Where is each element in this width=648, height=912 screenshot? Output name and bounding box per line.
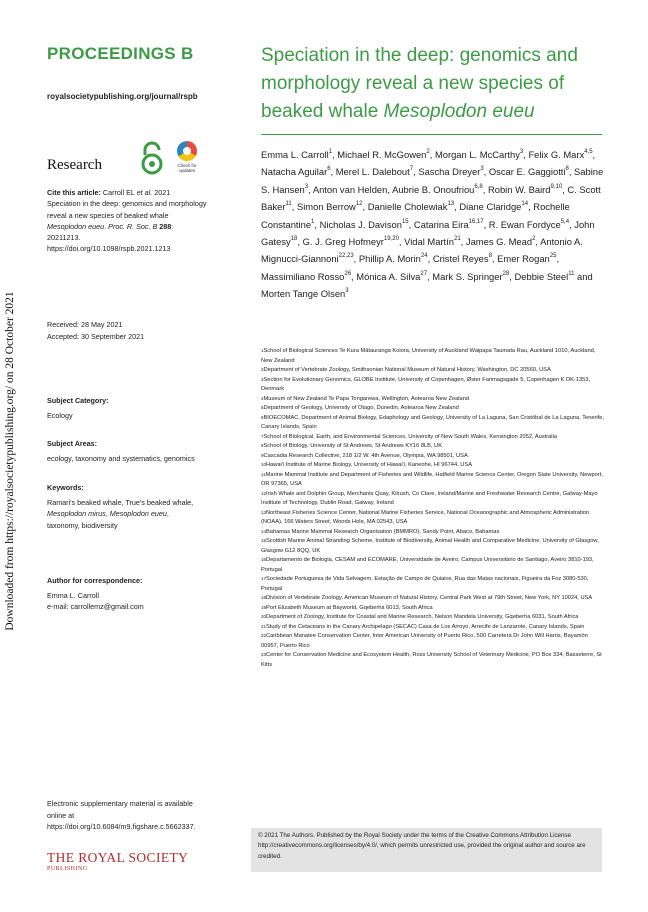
keywords: Keywords: Ramari's beaked whale, True's beaked whale, Mesoplodon mirus, Mesoplodon eueu, taxonomy, biodiversity — [47, 482, 217, 531]
author-name[interactable]: Mark S. Springer — [432, 270, 503, 282]
affiliation-number: 3 — [261, 376, 264, 382]
author-name[interactable]: Catarina Eira — [413, 218, 469, 230]
affiliation-item — [261, 376, 606, 395]
author-name[interactable]: Antonio A. Mignucci-Giannoni — [261, 236, 583, 265]
affiliation-number: 11 — [261, 471, 266, 477]
affiliation-item — [261, 604, 606, 614]
author-name[interactable]: Simon Berrow — [296, 201, 356, 213]
affiliation-item — [261, 442, 606, 452]
affiliation-item — [261, 556, 606, 575]
author-name[interactable]: Danielle Cholewiak — [367, 201, 448, 213]
affiliation-item — [261, 404, 606, 414]
author-name[interactable]: Rochelle Constantine — [261, 201, 570, 230]
affiliation-number: 19 — [261, 604, 267, 610]
affiliation-item — [261, 613, 606, 623]
cite-volume: 288 — [159, 221, 172, 231]
affiliation-text: Irish Whale and Dolphin Group, Merchants Quay, Kilrush, Co Clare, Ireland/Marine and Freshwater Research Centre, Galway-Mayo Institute of Technology, Dublin Road, Galway, Ireland — [261, 490, 598, 506]
author-affiliation-marker: 5,4 — [560, 218, 570, 225]
author-affiliation-marker: 2 — [426, 149, 430, 155]
affiliation-item — [261, 537, 606, 556]
subject-category — [47, 395, 217, 421]
cite-authors: Carroll EL — [102, 188, 135, 197]
keyword-species-1: Mesoplodon mirus — [47, 509, 106, 518]
affiliation-text: School of Biological Sciences Te Kura Mātauranga Koiora, University of Auckland Waipapa Taumata Rau, Auckland 1010, Auckland, New Zealand — [261, 348, 596, 364]
affiliation-text: Department of Vertebrate Zoology, Smithsonian National Museum of Natural History, Washington, DC 20560, USA — [263, 367, 551, 373]
author-affiliation-marker: 21 — [453, 236, 461, 243]
author-name[interactable]: Emma L. Carroll — [261, 149, 329, 160]
author-name[interactable]: Cristel Reyes — [432, 253, 489, 265]
affiliation-number: 4 — [261, 395, 264, 401]
author-name[interactable]: Anton van Helden, — [312, 183, 390, 195]
correspondence-name: Emma L. Carroll — [47, 590, 99, 600]
affiliation-text: Marine Mammal Institute and Department of Fisheries and Wildlife, Hatfield Marine Science Center, Oregon State University, Newport, OR 97365, USA — [261, 471, 603, 487]
affiliation-number: 10 — [261, 462, 267, 467]
open-access-lock-icon — [139, 141, 165, 175]
author-name[interactable]: R. Ewan Fordyce — [488, 218, 561, 230]
affiliation-number: 1 — [261, 348, 264, 353]
affiliation-item — [261, 395, 606, 405]
subject-areas — [47, 438, 217, 464]
subject-areas-value: ecology, taxonomy and systematics, genomics — [47, 453, 195, 463]
cite-species: Mesoplodon eueu — [47, 221, 105, 231]
cite-etal: et al. — [136, 188, 153, 197]
correspondence-heading: Author for correspondence: — [47, 576, 143, 585]
affiliation-number: 13 — [261, 509, 267, 515]
author-affiliation-marker: 3 — [519, 149, 524, 155]
author-affiliation-marker: 11 — [285, 201, 292, 208]
cite-article-no: 20211213. — [47, 233, 81, 243]
affiliation-text: Section for Evolutionary Genomics, GLOBE Institute, University of Copenhagen, Øster Farimagsgade 5, Copenhagen K DK-1353, Denmark — [261, 376, 591, 392]
author-affiliation-marker: 12 — [355, 201, 363, 208]
author-name[interactable]: Nicholas J. Davison — [319, 218, 402, 230]
author-name[interactable]: Oscar E. Gaggiotti — [488, 166, 566, 178]
title-divider — [261, 134, 602, 135]
affiliation-number: 5 — [261, 405, 264, 410]
author-name[interactable]: Vidal Martín — [404, 236, 454, 248]
author-affiliation-marker: 6 — [327, 166, 331, 173]
affiliation-number: 20 — [261, 614, 267, 619]
royal-society-logo-sub: PUBLISHING — [47, 866, 88, 872]
author-affiliation-marker: 3 — [304, 183, 309, 190]
author-affiliation-marker: 13 — [447, 201, 455, 208]
author-affiliation-marker: 27 — [420, 270, 428, 277]
affiliation-item — [261, 414, 606, 433]
affiliation-item — [261, 366, 606, 376]
author-affiliation-marker: 8 — [488, 253, 492, 260]
check-updates-label: Check for updates — [177, 163, 197, 173]
author-name[interactable]: James G. Mead — [465, 236, 533, 248]
author-name[interactable]: Sabine S. Hansen — [261, 166, 604, 195]
affiliation-number: 21 — [261, 623, 267, 629]
article-type: Research — [47, 157, 102, 173]
download-stamp: Downloaded from https://royalsocietypublishing.org/ on 28 October 2021 — [4, 291, 16, 631]
author-name[interactable]: Felix G. Marx — [528, 149, 585, 160]
author-affiliation-marker: 26 — [344, 270, 352, 277]
affiliation-text: Hawai'i Institute of Marine Biology, University of Hawai'i, Kaneohe, HI 96744, USA — [266, 462, 472, 468]
author-name[interactable]: Morgan L. McCarthy — [434, 149, 520, 160]
affiliation-text: Caribbean Manatee Conservation Center, Inter American University of Puerto Rico, 500 Carretera Dr John Will Harris, Bayamón 00957, Puerto Rico — [261, 633, 588, 649]
affiliation-item — [261, 490, 606, 509]
author-affiliation-marker: 8 — [565, 166, 569, 173]
royal-society-logo[interactable]: THE ROYAL SOCIETY — [47, 850, 189, 865]
affiliation-item — [261, 632, 606, 651]
author-name[interactable]: Aubrie B. Onoufriou — [392, 183, 475, 195]
affiliation-number: 7 — [261, 433, 264, 439]
author-name[interactable]: G. J. Greg Hofmeyr — [302, 236, 384, 248]
author-name[interactable]: Michael R. McGowen — [337, 149, 427, 160]
affiliation-number: 9 — [261, 452, 264, 458]
keyword-separator: , — [105, 509, 110, 518]
affiliation-text: Scottish Marine Animal Stranding Scheme, Institute of Biodiversity, Animal Health and Comparative Medicine, University of Glasgow, Glasgow G12 8QQ, UK — [261, 538, 599, 554]
affiliation-number: 17 — [261, 576, 267, 581]
cite-label: Cite this article: — [47, 188, 101, 197]
author-affiliation-marker: 19,20 — [383, 236, 399, 243]
affiliation-text: Port Elizabeth Museum at Bayworld, Gqeberha 6013, South Africa — [266, 604, 433, 611]
author-name[interactable]: John Gatesy — [261, 218, 595, 248]
keywords-heading: Keywords: — [47, 483, 84, 492]
cite-title: Speciation in the deep: genomics and morphology reveal a new species of beaked whale — [47, 199, 207, 220]
affiliation-text: Study of the Cetaceans in the Canary Archipelago (SECAC) Casa de Los Arroyo, Arrecife de Lanzarote, Canary Islands, Spain — [266, 623, 585, 630]
journal-url[interactable]: royalsocietypublishing.org/journal/rspb — [47, 92, 198, 101]
author-affiliation-marker: 16,17 — [468, 218, 484, 225]
affiliation-number: 22 — [261, 633, 267, 638]
author-name[interactable]: C. Scott Baker — [261, 183, 601, 213]
author-affiliation-marker: 24 — [420, 253, 428, 260]
author-name[interactable]: and Morten Tange Olsen — [261, 270, 593, 300]
author-affiliation-marker: 15 — [401, 218, 409, 225]
title-species: Mesoplodon eueu — [383, 101, 535, 122]
affiliation-text: Departamento de Biologia, CESAM and ECOMARE, Universidade de Aveiro, Campus Universitário de Santiago, Aveiro 3810-193, Portugal — [261, 557, 594, 573]
affiliation-number: 16 — [261, 557, 267, 562]
affiliation-text: School of Biology, University of St Andrews, St Andrews KY16 8LB, UK — [263, 443, 443, 449]
author-list: Emma L. Carroll$^1$, Michael R. McGowen$^2$, Morgan L. McCarthy$^3$, Felix G. Marx$^{4,5}$, Natacha Aguilar$^6$, Merel L. Dalebout$^7$, Sascha Dreyer$^3$, Oscar E. Gaggiotti$^8$, Sabine S. Hansen$^3$, Anton van Helden, Aubrie B. Onoufriou$^{6,8}$, Robin W. Baird$^{9,10}$, C. Scott Baker$^{11}$, Simon Berrow$^{12}$, Danielle Cholewiak$^{13}$, Diane Claridge$^{14}$, Rochelle Constantine$^1$, Nicholas J. Davison$^{15}$, Catarina Eira$^{16,17}$, R. Ewan Fordyce$^{5,4}$, John Gatesy$^{18}$, G. J. Greg Hofmeyr$^{19,20}$, Vidal Martín$^{21}$, James G. Mead$^2$, Antonio A. Mignucci-Giannoni$^{22,23}$, Phillip A. Morin$^{24}$, Cristel Reyes$^8$, Emer Rogan$^{25}$, Massimiliano Rosso$^{26}$, Mónica A. Silva$^{27}$, Mark S. Springer$^{28}$, Debbie Steel$^{11}$ and Morten Tange Olsen$^3$ — [261, 149, 604, 300]
affiliation-text: Division of Vertebrate Zoology, American Museum of Natural History, Central Park West at 79th Street, New York, NY 10024, USA — [266, 595, 593, 601]
subject-category-heading: Subject Category: — [47, 396, 109, 405]
author-affiliation-marker: 14 — [521, 201, 529, 208]
affiliation-item — [261, 452, 606, 462]
affiliation-item — [261, 528, 606, 538]
received-date: Received: 28 May 2021 — [47, 320, 123, 329]
affiliation-text: Center for Conservation Medicine and Ecosystem Health, Ross University School of Veterinary Medicine, PO Box 334, Basseterre, St Kitts — [261, 652, 602, 668]
author-name[interactable]: Natacha Aguilar — [261, 166, 328, 178]
author-affiliation-marker: 3 — [480, 166, 484, 173]
author-affiliation-marker: 1 — [328, 149, 333, 155]
author-name[interactable]: Mónica A. Silva — [356, 270, 421, 282]
keywords-line3: taxonomy, biodiversity — [47, 520, 118, 530]
keyword-species-2: Mesoplodon eueu — [109, 509, 167, 518]
correspondence-email[interactable]: e-mail: carrollemz@gmail.com — [47, 602, 144, 611]
correspondence — [47, 575, 217, 613]
affiliation-text: Northeast Fisheries Science Center, National Marine Fisheries Service, National Oceanographic and Atmospheric Administration (NOAA), 166 Waters Street, Woods Hole, MA 02543, USA — [261, 509, 590, 525]
subject-areas-heading: Subject Areas: — [47, 439, 98, 448]
affiliation-number: 14 — [261, 528, 267, 534]
affiliation-item — [261, 575, 606, 594]
affiliation-text: Sociedade Portuguesa de Vida Selvagem, Estação de Campo de Quiaios, Rua das Matas nacionais, Figueira da Foz 3080-530, Portugal — [261, 576, 589, 592]
affiliation-text: Department of Geology, University of Otago, Dunedin, Aotearoa New Zealand — [263, 405, 459, 411]
author-affiliation-marker: 1 — [311, 218, 315, 225]
author-affiliation-marker: 28 — [502, 270, 510, 277]
journal-name[interactable]: PROCEEDINGS B — [47, 44, 194, 63]
author-name[interactable]: Phillip A. Morin — [358, 253, 421, 265]
title-main: Speciation in the deep: genomics and morphology reveal a new species of beaked whale — [261, 45, 578, 122]
article-dates — [47, 319, 207, 343]
affiliation-number: 23 — [261, 652, 267, 657]
affiliation-number: 8 — [261, 443, 264, 448]
author-affiliation-marker: 22,23 — [338, 253, 354, 260]
author-name[interactable]: Massimiliano Rosso — [261, 270, 345, 282]
author-affiliation-marker: 7 — [409, 166, 414, 173]
affiliation-item — [261, 623, 606, 633]
affiliation-number: 18 — [261, 595, 267, 600]
check-updates-icon — [177, 141, 197, 161]
affiliation-item — [261, 471, 606, 490]
article-title — [261, 42, 601, 126]
author-affiliation-marker: 9,10 — [550, 183, 563, 190]
citation-block: Cite this article: Carroll EL et al. 2021 Speciation in the deep: genomics and morphology reveal a new species of beaked whale Mesoplodon eueu. Proc. R. Soc. B 288: 20211213. https://doi.org/10.1098/rspb.2021.1213 — [47, 188, 207, 254]
author-name[interactable]: Emer Rogan — [497, 253, 550, 265]
affiliation-text: Cascadia Research Collective, 218 1/2 W. 4th Avenue, Olympia, WA 98501, USA — [263, 452, 468, 459]
author-affiliation-marker: 18 — [290, 236, 298, 243]
affiliation-text: Bahamas Marine Mammal Research Organisation (BMMRO), Sandy Point, Abaco, Bahamas — [266, 528, 500, 535]
affiliation-number: 12 — [261, 490, 267, 496]
affiliation-number: 15 — [261, 538, 267, 543]
affiliation-item — [261, 651, 606, 670]
supplementary-material[interactable]: Electronic supplementary material is available online at https://doi.org/10.6084/m9.figshare.c.5662337. — [47, 799, 196, 831]
affiliation-item — [261, 347, 606, 366]
affiliation-text: School of Biological, Earth, and Environmental Sciences, University of New South Wales, Kensington 2052, Australia — [263, 433, 557, 440]
affiliation-number: 6 — [261, 414, 264, 420]
author-name[interactable]: Sascha Dreyer — [418, 166, 481, 178]
cite-year: 2021 — [154, 188, 171, 197]
affiliation-item — [261, 461, 606, 471]
author-name[interactable]: Robin W. Baird — [487, 183, 551, 195]
affiliation-item — [261, 433, 606, 443]
accepted-date: Accepted: 30 September 2021 — [47, 332, 145, 341]
affiliation-list — [261, 347, 606, 670]
author-affiliation-marker: 25 — [549, 253, 557, 260]
affiliation-text: Department of Zoology, Institute for Coastal and Marine Research, Nelson Mandela University, Gqeberha 6031, South Africa — [266, 614, 579, 620]
author-name[interactable]: Merel L. Dalebout — [335, 166, 410, 178]
author-affiliation-marker: 11 — [568, 270, 575, 277]
cite-doi-link[interactable]: https://doi.org/10.1098/rspb.2021.1213 — [47, 244, 171, 254]
affiliation-item — [261, 509, 606, 528]
author-affiliation-marker: 6,8 — [474, 183, 483, 190]
cite-journal: Proc. R. Soc. B — [108, 221, 158, 231]
author-affiliation-marker: 3 — [345, 288, 349, 295]
subject-category-value: Ecology — [47, 410, 73, 420]
author-affiliation-marker: 2 — [532, 236, 536, 243]
affiliation-item — [261, 594, 606, 604]
keywords-line1: Ramari's beaked whale, True's beaked whale, — [47, 497, 194, 507]
author-name[interactable]: Debbie Steel — [514, 270, 569, 282]
check-for-updates-badge[interactable] — [172, 141, 202, 173]
author-affiliation-marker: 4,5 — [584, 149, 593, 155]
author-name[interactable]: Diane Claridge — [459, 201, 522, 213]
affiliation-number: 2 — [261, 367, 264, 372]
license-box: © 2021 The Authors. Published by the Royal Society under the terms of the Creative Commons Attribution License http://creativecommons.org/licenses/by/4.0/, which permits unrestricted use, provided the original author and source are credited. — [251, 828, 602, 872]
affiliation-text: BIOECOMAC, Department of Animal Biology, Edaphology and Geology, University of La Laguna, San Cristóbal de La Laguna, Tenerife, Canary Islands, Spain — [261, 414, 605, 430]
affiliation-text: Museum of New Zealand Te Papa Tongarewa, Wellington, Aotearoa New Zealand — [263, 395, 470, 402]
